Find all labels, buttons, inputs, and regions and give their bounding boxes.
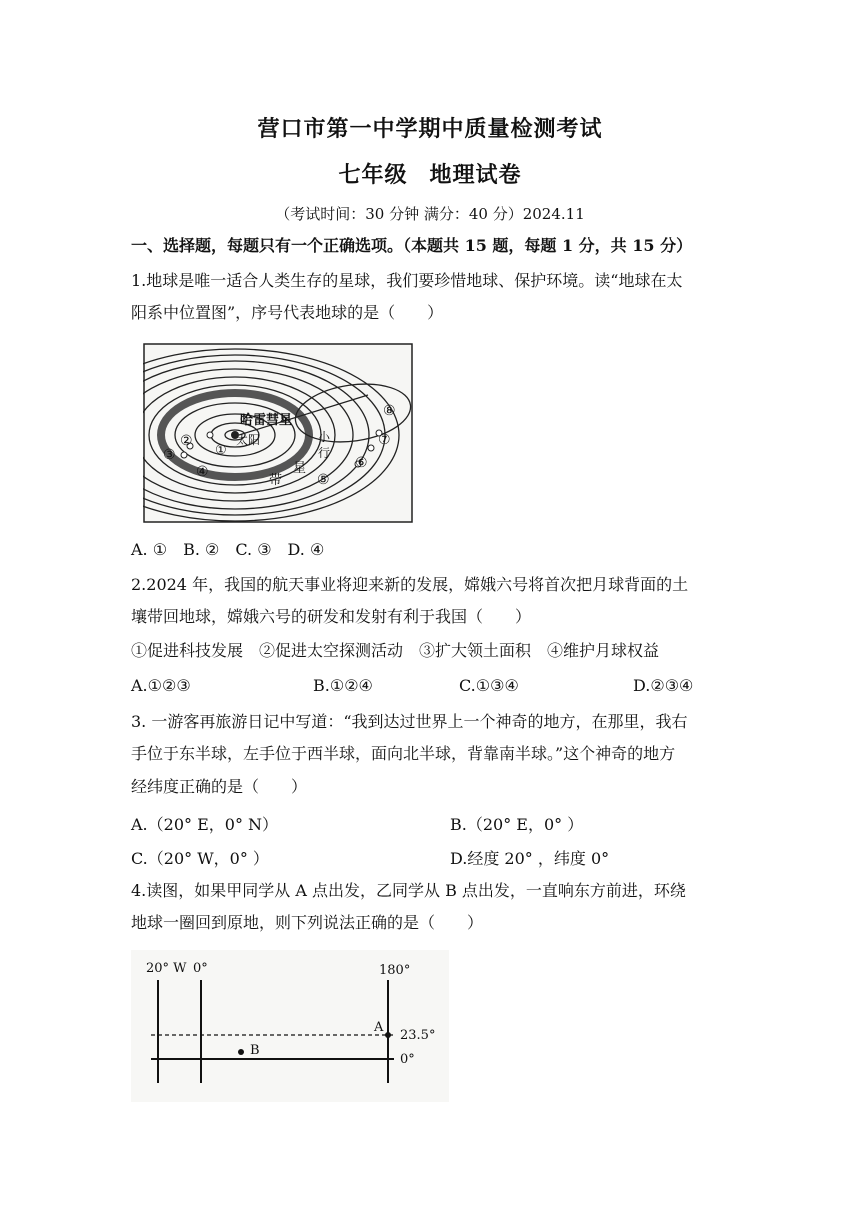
planet-2-label: ② (180, 433, 193, 449)
asteroid-belt-label: 带 (269, 473, 283, 488)
q2-statements: ①促进科技发展 ②促进太空探测活动 ③扩大领土面积 ④维护月球权益 (131, 641, 660, 660)
exam-info: （考试时间：30 分钟 满分：40 分）2024.11 (275, 205, 585, 223)
planet-4-label: ④ (196, 464, 209, 480)
exam-title: 营口市第一中学期中质量检测考试 (257, 116, 603, 142)
q2-option-c: C.①③④ (459, 676, 519, 695)
planet-8-label: ⑧ (383, 403, 396, 419)
q3-stem-line3: 经纬度正确的是（ ） (131, 777, 308, 796)
lon-20w-label: 20° W (146, 961, 187, 976)
sun-label: 太阳 (236, 433, 261, 447)
planet-7-label: ⑦ (378, 432, 391, 448)
lat-23-label: 23.5° (400, 1028, 436, 1043)
asteroid-label-2: 行 (318, 446, 331, 460)
q3-option-d: D.经度 20° ，纬度 0° (450, 849, 610, 868)
q2-option-b: B.①②④ (313, 676, 373, 695)
q3-stem-line2: 手位于东半球，左手位于西半球，面向北半球，背靠南半球。”这个神奇的地方 (131, 744, 676, 763)
comet-label: 哈雷彗星 (240, 413, 293, 428)
section-heading: 一、选择题，每题只有一个正确选项。（本题共 15 题，每题 1 分，共 15 分） (131, 236, 693, 255)
planet-5-label: ⑤ (317, 472, 330, 488)
lat-0-label: 0° (400, 1052, 415, 1067)
exam-subtitle (0, 158, 860, 189)
subject-label: 地理试卷 (429, 162, 522, 188)
planet-3-label: ③ (163, 447, 176, 463)
lat-lon-figure (131, 950, 449, 1102)
q1-stem-line1: 1.地球是唯一适合人类生存的星球，我们要珍惜地球、保护环境。读“地球在太 (131, 271, 683, 290)
grade-label: 七年级 (338, 162, 408, 188)
lon-0-label: 0° (193, 961, 208, 976)
q3-option-c: C.（20° W，0° ） (131, 849, 269, 868)
q4-stem-line2: 地球一圈回到原地，则下列说法正确的是（ ） (131, 913, 484, 932)
q2-option-d: D.②③④ (633, 676, 694, 695)
q2-option-a: A.①②③ (131, 676, 191, 695)
q3-option-a: A.（20° E，0° N） (131, 815, 279, 834)
q1-stem-line2: 阳系中位置图”，序号代表地球的是（ ） (131, 303, 444, 322)
q3-stem-line1: 3. 一游客再旅游日记中写道：“我到达过世界上一个神奇的地方，在那里，我右 (131, 712, 688, 731)
point-a-label: A (374, 1020, 384, 1035)
asteroid-label-1: 小 (318, 430, 331, 444)
point-b-label: B (250, 1043, 260, 1058)
asteroid-star-label: 星 (293, 461, 307, 476)
planet-1-label: ① (215, 443, 227, 458)
q4-stem-line1: 4.读图，如果甲同学从 A 点出发，乙同学从 B 点出发，一直响东方前进，环绕 (131, 881, 686, 900)
q3-option-b: B.（20° E，0° ） (450, 815, 584, 834)
q1-options: A. ① B. ② C. ③ D. ④ (131, 540, 325, 559)
solar-system-figure (143, 343, 413, 523)
planet-6-label: ⑥ (355, 455, 368, 471)
q2-stem-line1: 2.2024 年，我国的航天事业将迎来新的发展，嫦娥六号将首次把月球背面的土 (131, 575, 689, 594)
lon-180-label: 180° (379, 963, 411, 978)
q2-stem-line2: 壤带回地球，嫦娥六号的研发和发射有利于我国（ ） (131, 607, 532, 626)
